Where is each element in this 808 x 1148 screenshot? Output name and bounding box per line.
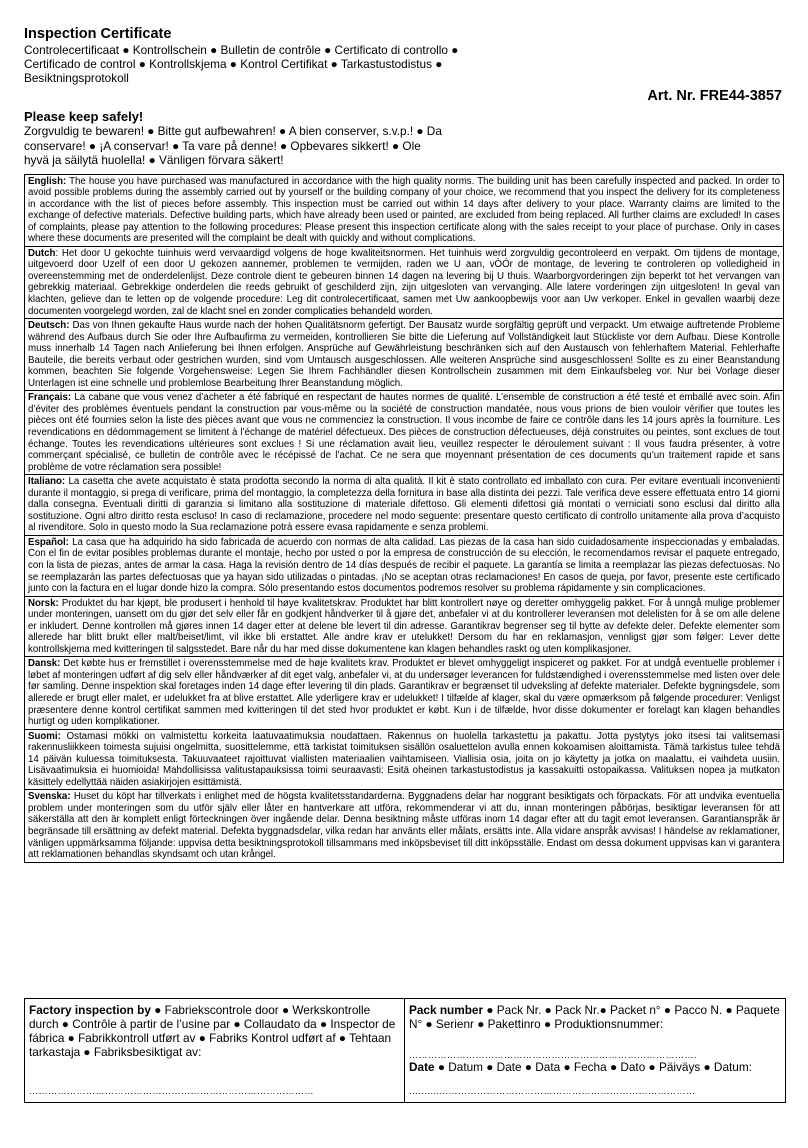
language-sections-box bbox=[24, 174, 784, 863]
section-lang-label: English: bbox=[28, 175, 67, 187]
section-lang-label: Dansk: bbox=[28, 658, 61, 670]
pack-number-text: ● Pack Nr. ● Pack Nr.● Packet n° ● Pacco N. ● Paquete N° ● Serienr ● Pakettinro ● Produktionsnummer: bbox=[409, 1003, 780, 1031]
section-dansk bbox=[25, 657, 783, 729]
section-norsk bbox=[25, 597, 783, 658]
certificate-page bbox=[24, 26, 784, 863]
section-italiano bbox=[25, 475, 783, 536]
factory-inspection-label: Factory inspection by bbox=[29, 1003, 151, 1017]
inspection-fields-box bbox=[24, 998, 786, 1103]
section-text: The house you have purchased was manufactured in accordance with the high quality norms. The building unit has been carefully inspected and packed. In order to avoid possible problems during the assembly carried out by yourself or the building company of your choice, we recommend that you inspect the delivery for its completeness in accordance with the list of pieces before assembly. This inspection must be carried out within 14 days after delivery to your place. Warranty claims are limited to the exchange of defective materials. Defective building parts, which have already been used or painted, are excluded from being replaced. All further claims are excluded! In cases of complaints, please pay attention to the following procedures: Please present this inspection certificate along with the sales receipt to your place of purchase. Only in cases where these documents are presented will the complaint be dealt with quickly and without complications. bbox=[28, 175, 780, 245]
keep-safe-text: Zorgvuldig te bewaren! ● Bitte gut aufbewahren! ● A bien conserver, s.v.p.! ● Da conservare! ● ¡A conservar! ● Ta vare på denne! ● Opbevares sikkert! ● Ole hyvä ja säilytä huolella! ● Vänligen förvara säkert! bbox=[24, 124, 442, 167]
date-row bbox=[409, 1060, 752, 1074]
section-text: Ostamasi mökki on valmistettu korkeita laatuvaatimuksia noudattaen. Rakennus on huolella tarkastettu ja pakattu. Jotta pystytys joko itsesi tai valitsemasi rakennusliikkeen toimesta sujuisi ongelmitta, suosittelemme, että tarkistat toimituksen sisällön osaluettelon avulla ennen kokoamisen aloittamista. Tämä tarkistus tulee tehdä 14 päivän kuluessa toimituksesta. Takuuvaateet rajoittuvat viallisten materiaalien vaihtamiseen. Viallisia osia, joita on jo käytetty ja jotka on maalattu, ei vaihdeta uusiin. Lisävaatimuksia ei huomioida! Mahdollisissa valitustapauksissa toimi seuraavasti: Esitä oheinen tarkastustodistus ja kassakuitti ostopaikassa. Valituksen nopea ja mutkaton käsittely edellyttää näiden asiakirjojen esittämistä. bbox=[28, 730, 780, 788]
section-lang-label: Norsk: bbox=[28, 597, 59, 609]
section-deutsch bbox=[25, 319, 783, 391]
pack-number-line[interactable]: ………………………………………………………………………………. bbox=[409, 1050, 698, 1060]
section-text: Produktet du har kjøpt, ble produsert i henhold til høye kvalitetskrav. Produktet har blitt kontrollert nøye og deretter omhyggelig pakket. For å unngå mulige problemer under monteringen, uansett om du gjør det selv eller får en godkjent håndverker til å gjøre det, anbefaler vi at du kontrollerer leveransen mot delelisten for å se om alle delene er inkludert. Denne kontrollen må gjøres innen 14 dager etter at delene ble levert til din adresse. Garantikrav begrenser seg til bytte av defekte deler. Defekte elementer som allerede har blitt brukt eller malt/beiset/limt, vil ikke bli erstattet. Alle andre krav er utelukket! Dersom du har en reklamasjon, vennligst gjør som følger: Lever dette kontrollskjema med kvitteringen til salgsstedet. Bare når du har med disse dokumentene kan klagen behandles raskt og uten komplikasjoner. bbox=[28, 597, 780, 655]
section-text: La casa que ha adquirido ha sido fabricada de acuerdo con normas de alta calidad. Las piezas de la casa han sido cuidadosamente inspeccionadas y embaladas. Con el fin de evitar posibles problemas durante el montaje, hecho por usted o por la empresa de construcción de su elección, le recomendamos revisar el paquete entregado, con la lista de piezas, antes de armar la casa. Haga la revisión dentro de 14 días después de recibir el paquete. La garantía se limita a reemplazar las piezas defectuosas. No se reemplazarán las partes defectuosas que ya hayan sido utilizadas o pintadas. ¡No se aceptan otras reclamaciones! En casos de queja, por favor, presente este certificado junto con la factura en el lugar donde hizo la compra. Sólo presentando estos documentos podremos resolver su problema rápidamente y sin complicaciones. bbox=[28, 536, 780, 595]
page-subtitle: Controlecertificaat ● Kontrollschein ● Bulletin de contrôle ● Certificato di controllo ● Certificado de control ● Kontrollskjema ● Kontrol Certifikat ● Tarkastustodistus ● Besiktningsprotokoll bbox=[24, 43, 459, 85]
factory-inspection-text: ● Fabriekscontrole door ● Werkskontrolle durch ● Contrôle à partir de l’usine par ● Collaudato da ● Inspector de fábrica ● Fabrikkontroll utført av ● Fabriks Kontrol udført af ● Tehtaan tarkastaja ● Fabriksbesiktigat av: bbox=[29, 1003, 396, 1059]
date-line[interactable]: …..........…………………………………………………………………… bbox=[409, 1086, 696, 1096]
section-suomi bbox=[25, 730, 783, 791]
section-lang-label: Svenska: bbox=[28, 791, 71, 803]
keep-safe-title: Please keep safely! bbox=[24, 109, 144, 124]
section-text: : Het door U gekochte tuinhuis werd vervaardigd volgens de hoge kwaliteitsnormen. Het tuinhuis werd zorgvuldig gecontroleerd en verpakt. Om tijdens de montage, uitgevoerd door Uzelf of een door U gekozen aannemer, problemen te vermijden, raden we U aan, vÒÓr de montage, de levering te controleren op volledigheid in overeenstemming met de onderdelenlijst. Deze controle dient te gebeuren binnen 14 dagen na levering bij U thuis. Waarborgvorderingen zijn beperkt tot het vervangen van gebrekkig materiaal. Gebrekkige onderdelen die reeds gebruikt of geschilderd zijn, zijn uitgesloten van vervanging. Alle latere vorderingen zijn uitgesloten! In geval van klachten, gelieve dan te letten op de volgende procedure: Leg dit controlecertificaat, samen met Uw aankoopbewijs voor aan Uw verkoper. Enkel in gevallen waarbij deze documenten voorgelegd worden, zal de klacht snel en zonder complicaties behandeld worden. bbox=[28, 247, 780, 317]
pack-date-field bbox=[405, 999, 785, 1102]
section-lang-label: Italiano: bbox=[28, 476, 66, 488]
section-text: Huset du köpt har tillverkats i enlighet med de högsta kvalitetsstandarderna. Byggnadens delar har noggrant besiktigats och förpackats. För att undvika eventuella problem under monteringen som du utför själv eller låter en hantverkare att utföra, rekommenderar vi att du, innan monteringen påbörjas, besiktigar leveransen för att säkerställa att den är komplett enligt förteckningen över ingående delar. Denna besiktning måste utföras inom 14 dagar efter att du tagit emot leveransen. Garantianspråk är begränsade till ersättning av defekt material. Defekta byggnadsdelar, vilka redan har använts eller målats, ersätts inte. Alla vidare anspråk avvisas! I händelse av reklamationer, vänligen uppmärksamma följande: uppvisa detta besiktningsprotokoll tillsammans med inköpsbeviset till ditt inköpsställe. Endast om dessa dokument uppvisas kan vi garantera att reklamationen behandlas skyndsamt och utan krångel. bbox=[28, 791, 780, 861]
date-label: Date bbox=[409, 1060, 435, 1074]
section-english bbox=[25, 175, 783, 247]
section-lang-label: Deutsch: bbox=[28, 320, 70, 332]
section-francais bbox=[25, 391, 783, 475]
section-dutch bbox=[25, 247, 783, 319]
date-text: ● Datum ● Date ● Data ● Fecha ● Dato ● Päiväys ● Datum: bbox=[434, 1060, 752, 1074]
factory-signature-line[interactable]: ……………………………………………………………………………… bbox=[29, 1086, 314, 1096]
section-text: La casetta che avete acquistato è stata prodotta secondo la norma di alta qualità. Il kit è stato controllato ed imballato con cura. Per evitare eventuali inconvenienti durante il montaggio, si prega di verificare, prima del montaggio, la completezza della fornitura in base alla distinta dei pezzi. Tale verifica deve essere effettuata entro 14 giorni dalla consegna. Eventuali diritti di garanzia si limitano alla sostituzione di materiale difettoso. Gli elementi difettosi già montati o verniciati sono esclusi dal diritto alla sostituzione. Ogni altro diritto resta escluso! In caso di reclamazione, procedere nel modo seguente: presentare questo certificato di controllo unitamente alla prova d’acquisto al rivenditore. Solo in questo modo la Sua reclamazione potrà essere evasa rapidamente e senza problemi. bbox=[28, 476, 780, 534]
section-lang-label: Français: bbox=[28, 392, 72, 404]
factory-inspection-field[interactable] bbox=[25, 999, 405, 1102]
section-svenska bbox=[25, 790, 783, 861]
section-text: Det købte hus er fremstillet i overensstemmelse med de høje kvalitets krav. Produktet er blevet omhyggeligt inspiceret og pakket. For at undgå eventuelle problemer i løbet af monteringen udført af dig selv eller håndværker af dit eget valg, anbefaler vi, at du undersøger leverancen for fuldstændighed i overensstemmelse med listen over dele før samling. Denne inspektion skal foretages inden 14 dage efter levering til din plads. Garantikrav er begrænset til udveksling af defekte materialer. Defekte bygningsdele, som allerede er brugt eller malet, er udelukket fra at blive erstattet. Alle yderligere krav er udelukket! I tilfælde af klager, skal du være opmærksom på følgende procedurer: Venligst præsentere denne kontrol certifikat sammen med kvitteringen til det sted hvor produktet er købt. Kun i de tilfælde, hvor disse dokumenter er forelagt kan klagen behandles hurtigt og uden komplikationer. bbox=[28, 658, 780, 728]
section-lang-label: Suomi: bbox=[28, 730, 61, 742]
section-text: Das von Ihnen gekaufte Haus wurde nach der hohen Qualitätsnorm gefertigt. Der Bausatz wurde sorgfältig geprüft und verpackt. Um etwaige auftretende Probleme während des Aufbaus durch Sie oder Ihre Aufbaufirma zu vermeiden, kontrollieren Sie bitte die Lieferung auf Vollständigkeit laut Stückliste vor dem Aufbau. Diese Kontrolle muss innerhalb 14 Tagen nach Anlieferung bei Ihnen erfolgen. Ansprüche auf Gewährleistung beschränken sich auf den Austausch von fehlerhaftem Material. Fehlerhafte Bauteile, die bereits verbaut oder gestrichen wurden, sind vom Umtausch ausgeschlossen. Alle weiteren Ansprüche sind ausgeschlossen! Sollte es zu einer Beanstandung kommen, beachten Sie folgende Vorgehensweise: Legen Sie Ihrem Fachhändler diesen Kontrollschein zusammen mit dem Einkaufsbeleg vor. Nur bei Vorlage dieser Unterlagen ist eine schnelle und problemlose Bearbeitung Ihrer Beanstandung möglich. bbox=[28, 320, 780, 389]
section-lang-label: Dutch bbox=[28, 247, 56, 259]
page-title: Inspection Certificate bbox=[24, 26, 172, 42]
pack-number-label: Pack number bbox=[409, 1003, 484, 1017]
section-lang-label: Español: bbox=[28, 536, 69, 548]
section-espanol bbox=[25, 536, 783, 597]
section-text: La cabane que vous venez d’acheter a été fabriqué en respectant de hautes normes de qualité. L’ensemble de construction a été testé et emballé avec soin. Afin d’éviter des problèmes éventuels pendant la construction par vous-même ou la société de construction mandatée, nous vous prions de bien vouloir vérifier que toutes les pièces ont été fournies selon la liste des pièces avant que vous ne commenciez la construction. Il vous incombe de faire ce contrôle dans les 14 jours après la fourniture. Les revendications en dédommagement se limitent à l’échange de matériel défectueux. Des pièces de construction défectueuses, déjà construites ou peintes, sont exclues de tout échange. Toutes les revendications ultérieures sont exclues ! Si une réclamation avait lieu, veuillez respecter le déroulement suivant : Il vous faudra présenter, à votre commerçant spécialisé, ce bulletin de contrôle avec le récépissé de l’achat. Ce ne sera que moyennant présentation de ces documents qu’un traitement rapide et sans problème de votre réclamation sera possible! bbox=[28, 392, 780, 473]
article-number: Art. Nr. FRE44-3857 bbox=[647, 88, 782, 104]
